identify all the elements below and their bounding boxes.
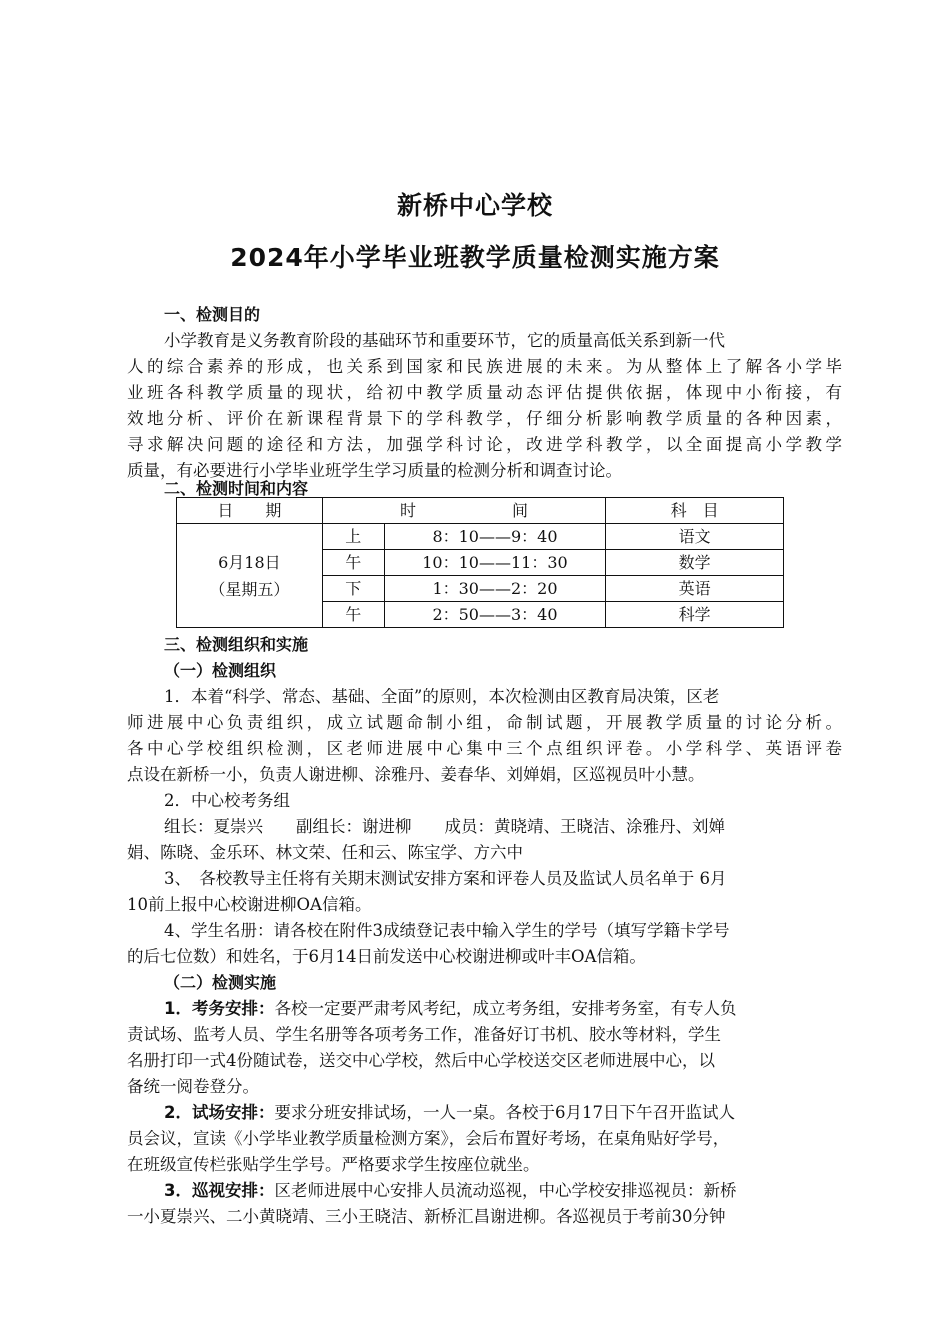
subsection-implementation: （二）检测实施 xyxy=(164,973,277,992)
item-1-line: 备统一阅卷登分。 xyxy=(127,1077,259,1096)
item-1-label: 1．考务安排： xyxy=(164,999,275,1018)
item-2-line: 员会议，宣读《小学毕业教学质量检测方案》，会后布置好考场，在桌角贴好学号， xyxy=(127,1129,730,1148)
section-2-heading: 二、检测时间和内容 xyxy=(164,479,309,498)
am-label-1: 上 xyxy=(322,524,384,550)
item-2-label: 2．试场安排： xyxy=(164,1103,275,1122)
weekday-value: （星期五） xyxy=(209,579,290,599)
p4-line: 4、学生名册：请各校在附件3成绩登记表中输入学生的学号（填写学籍卡学号 xyxy=(164,921,730,940)
section-1-heading: 一、检测目的 xyxy=(164,305,261,324)
item-1-text: 各校一定要严肃考风考纪，成立考务组，安排考务室，有专人负 xyxy=(274,999,737,1018)
s1-line: 质量，有必要进行小学毕业班学生学习质量的检测分析和调查讨论。 xyxy=(127,461,622,480)
item-3-label: 3．巡视安排： xyxy=(164,1181,275,1200)
p1-line: 点设在新桥一小，负责人谢进柳、涂雅丹、姜春华、刘婵娟，区巡视员叶小慧。 xyxy=(127,765,705,784)
subsection-organization: （一）检测组织 xyxy=(164,661,277,680)
subject-cell: 英语 xyxy=(606,576,784,602)
pm-label-2: 午 xyxy=(322,602,384,628)
pm-label-1: 下 xyxy=(322,576,384,602)
item-3-first-line xyxy=(164,1178,842,1204)
item-1-line: 责试场、监考人员、学生名册等各项考务工作，准备好订书机、胶水等材料，学生 xyxy=(127,1025,721,1044)
s1-line: 寻求解决问题的途径和方法，加强学科讨论，改进学科教学，以全面提高小学教学 xyxy=(127,435,842,454)
header-subject: 科 目 xyxy=(606,498,784,524)
plan-title: 2024年小学毕业班教学质量检测实施方案 xyxy=(230,243,720,272)
item-3-text: 区老师进展中心安排人员流动巡视，中心学校安排巡视员：新桥 xyxy=(274,1181,737,1200)
am-label-2: 午 xyxy=(322,550,384,576)
item-2-text: 要求分班安排试场，一人一桌。各校于6月17日下午召开监试人 xyxy=(274,1103,735,1122)
subject-cell: 语文 xyxy=(606,524,784,550)
item-2-first-line xyxy=(164,1100,842,1126)
header-time: 时 间 xyxy=(322,498,606,524)
p1-line: 1．本着“科学、常态、基础、全面”的原则，本次检测由区教育局决策，区老 xyxy=(164,687,720,706)
section-3-heading: 三、检测组织和实施 xyxy=(164,635,309,654)
s1-line: 小学教育是义务教育阶段的基础环节和重要环节，它的质量高低关系到新一代 xyxy=(164,331,725,350)
s1-line: 效地分析、评价在新课程背景下的学科教学，仔细分析影响教学质量的各种因素， xyxy=(127,409,842,428)
p3-line: 10前上报中心校谢进柳OA信箱。 xyxy=(127,895,372,914)
item-1-first-line xyxy=(164,996,842,1022)
date-value: 6月18日 xyxy=(218,552,281,572)
schedule-table xyxy=(176,497,784,628)
s1-line: 业班各科教学质量的现状，给初中教学质量动态评估提供依据，体现中小衔接，有 xyxy=(127,383,842,402)
time-cell: 10：10——11：30 xyxy=(384,550,606,576)
item-1-line: 名册打印一式4份随试卷，送交中心学校，然后中心学校送交区老师进展中心，以 xyxy=(127,1051,715,1070)
item-2-line: 在班级宣传栏张贴学生学号。严格要求学生按座位就坐。 xyxy=(127,1155,540,1174)
date-cell xyxy=(177,524,323,628)
table-header-row xyxy=(177,498,784,524)
header-date: 日 期 xyxy=(177,498,323,524)
school-title: 新桥中心学校 xyxy=(396,191,553,220)
p3-line: 3、 各校教导主任将有关期末测试安排方案和评卷人员及监试人员名单于 6月 xyxy=(164,869,727,888)
p4-line: 的后七位数）和姓名，于6月14日前发送中心校谢进柳或叶丰OA信箱。 xyxy=(127,947,646,966)
p2-members-line: 组长：夏崇兴 副组长：谢进柳 成员：黄晓靖、王晓洁、涂雅丹、刘婵 xyxy=(164,817,725,836)
table-row xyxy=(177,524,784,550)
time-cell: 2：50——3：40 xyxy=(384,602,606,628)
subject-cell: 数学 xyxy=(606,550,784,576)
p2-members-line: 娟、陈晓、金乐环、林文荣、任和云、陈宝学、方六中 xyxy=(127,843,523,862)
s1-line: 人的综合素养的形成，也关系到国家和民族进展的未来。为从整体上了解各小学毕 xyxy=(127,357,842,376)
p1-line: 各中心学校组织检测，区老师进展中心集中三个点组织评卷。小学科学、英语评卷 xyxy=(127,739,842,758)
time-cell: 1：30——2：20 xyxy=(384,576,606,602)
item-3-line: 一小夏崇兴、二小黄晓靖、三小王晓洁、新桥汇昌谢进柳。各巡视员于考前30分钟 xyxy=(127,1207,726,1226)
p1-line: 师进展中心负责组织，成立试题命制小组，命制试题，开展教学质量的讨论分析。 xyxy=(127,713,842,732)
p2-heading: 2．中心校考务组 xyxy=(164,791,290,810)
subject-cell: 科学 xyxy=(606,602,784,628)
time-cell: 8：10——9：40 xyxy=(384,524,606,550)
